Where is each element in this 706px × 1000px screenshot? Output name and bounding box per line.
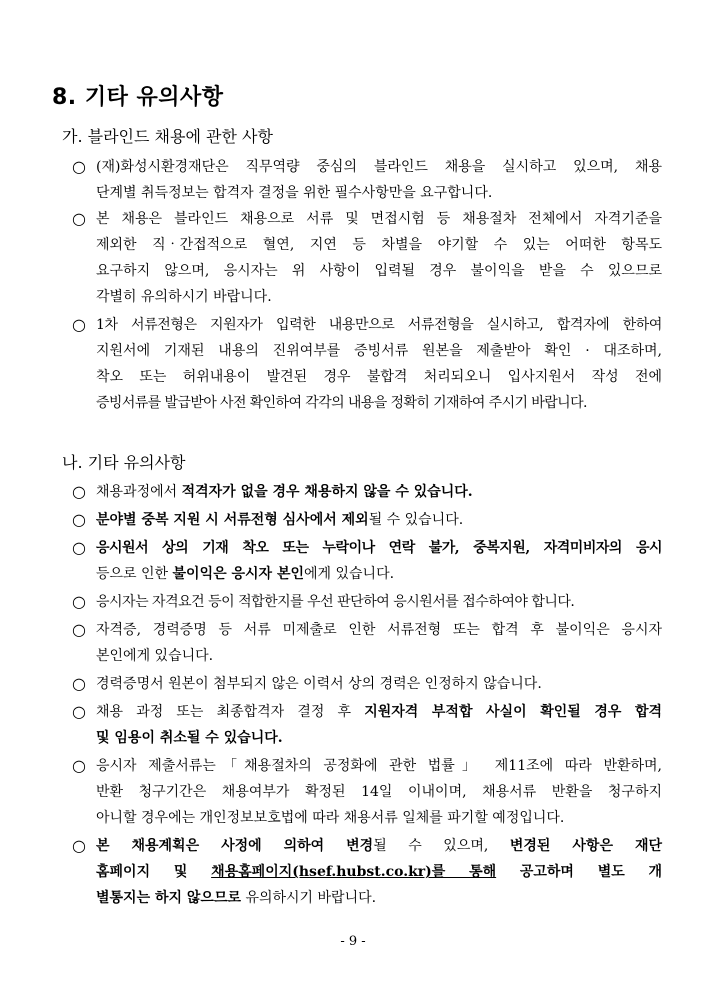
subheading-other-notes: 나. 기타 유의사항 [62,453,186,472]
list-item: ○ 자격증, 경력증명 등 서류 미제출로 인한 서류전형 또는 합격 후 불이익은 응시자 본인에게 있습니다. [72,617,662,669]
list-item: ○ 응시자는 자격요건 등이 적합한지를 우선 판단하여 응시원서를 접수하여야 합니다. [72,589,662,615]
list-item: ○ (재)화성시환경재단은 직무역량 중심의 블라인드 채용을 실시하고 있으며, 채용 단계별 취득정보는 합격자 결정을 위한 필수사항만을 요구합니다. [72,154,662,206]
bullet-circle-icon: ○ [72,157,86,176]
list-item: ○ 경력증명서 원본이 첨부되지 않은 이력서 상의 경력은 인정하지 않습니다. [72,671,662,697]
bullet-circle-icon: ○ [72,620,86,639]
list-item: ○ 본 채용은 블라인드 채용으로 서류 및 면접시험 등 채용절차 전체에서 자격기준을 제외한 직‧간접적으로 혈연, 지연 등 차별을 야기할 수 있는 어떠한 항목도 요구하지 않으며, 응시자는 위 사항이 입력될 경우 불이익을 받을 수 있으므로 각별히 유의하시기 바랍니다. [72,206,662,310]
list-item: ○ 1차 서류전형은 지원자가 입력한 내용만으로 서류전형을 실시하고, 합격자에 한하여 지원서에 기재된 내용의 진위여부를 증빙서류 원본을 제출받아 확인 · 대조하며, 착오 또는 허위내용이 발견된 경우 불합격 처리되오니 입사지원서 작성 전에 증빙서류를 발급받아 사전 확인하여 각각의 내용을 정확히 기재하여 주시기 바랍니다. [72,312,662,416]
list-item: ○ 응시자 제출서류는「채용절차의 공정화에 관한 법률」 제11조에 따라 반환하며, 반환 청구기간은 채용여부가 확정된 14일 이내이며, 채용서류 반환을 청구하지 아니할 경우에는 개인정보보호법에 따라 채용서류 일체를 파기할 예정입니다. [72,753,662,831]
list-item: ○ 채용 과정 또는 최종합격자 결정 후 지원자격 부적합 사실이 확인될 경우 합격 및 임용이 취소될 수 있습니다. [72,699,662,751]
bullet-circle-icon: ○ [72,482,86,501]
bullet-circle-icon: ○ [72,315,86,334]
bullet-circle-icon: ○ [72,674,86,693]
list-item: ○ 응시원서 상의 기재 착오 또는 누락이나 연락 불가, 중복지원, 자격미비자의 응시 등으로 인한 불이익은 응시자 본인에게 있습니다. [72,535,662,587]
bullet-circle-icon: ○ [72,538,86,557]
bullet-circle-icon: ○ [72,836,86,855]
list-item: ○ 분야별 중복 지원 시 서류전형 심사에서 제외될 수 있습니다. [72,507,662,533]
bullet-circle-icon: ○ [72,756,86,775]
page-number: - 9 - [340,934,366,949]
bullet-circle-icon: ○ [72,209,86,228]
bullet-circle-icon: ○ [72,702,86,721]
list-item: ○ 본 채용계획은 사정에 의하여 변경될 수 있으며, 변경된 사항은 재단 홈페이지 및 채용홈페이지(hsef.hubst.co.kr)를 통해 공고하며 별도 개 별통지는 하지 않으므로 유의하시기 바랍니다. [72,833,662,911]
bullet-circle-icon: ○ [72,510,86,529]
subheading-blind-hiring: 가. 블라인드 채용에 관한 사항 [62,127,273,146]
bullet-circle-icon: ○ [72,592,86,611]
list-item: ○ 채용과정에서 적격자가 없을 경우 채용하지 않을 수 있습니다. [72,479,662,505]
recruitment-homepage-link[interactable]: 채용홈페이지(hsef.hubst.co.kr)를 통해 [211,864,497,880]
section-title: 8. 기타 유의사항 [52,85,224,110]
